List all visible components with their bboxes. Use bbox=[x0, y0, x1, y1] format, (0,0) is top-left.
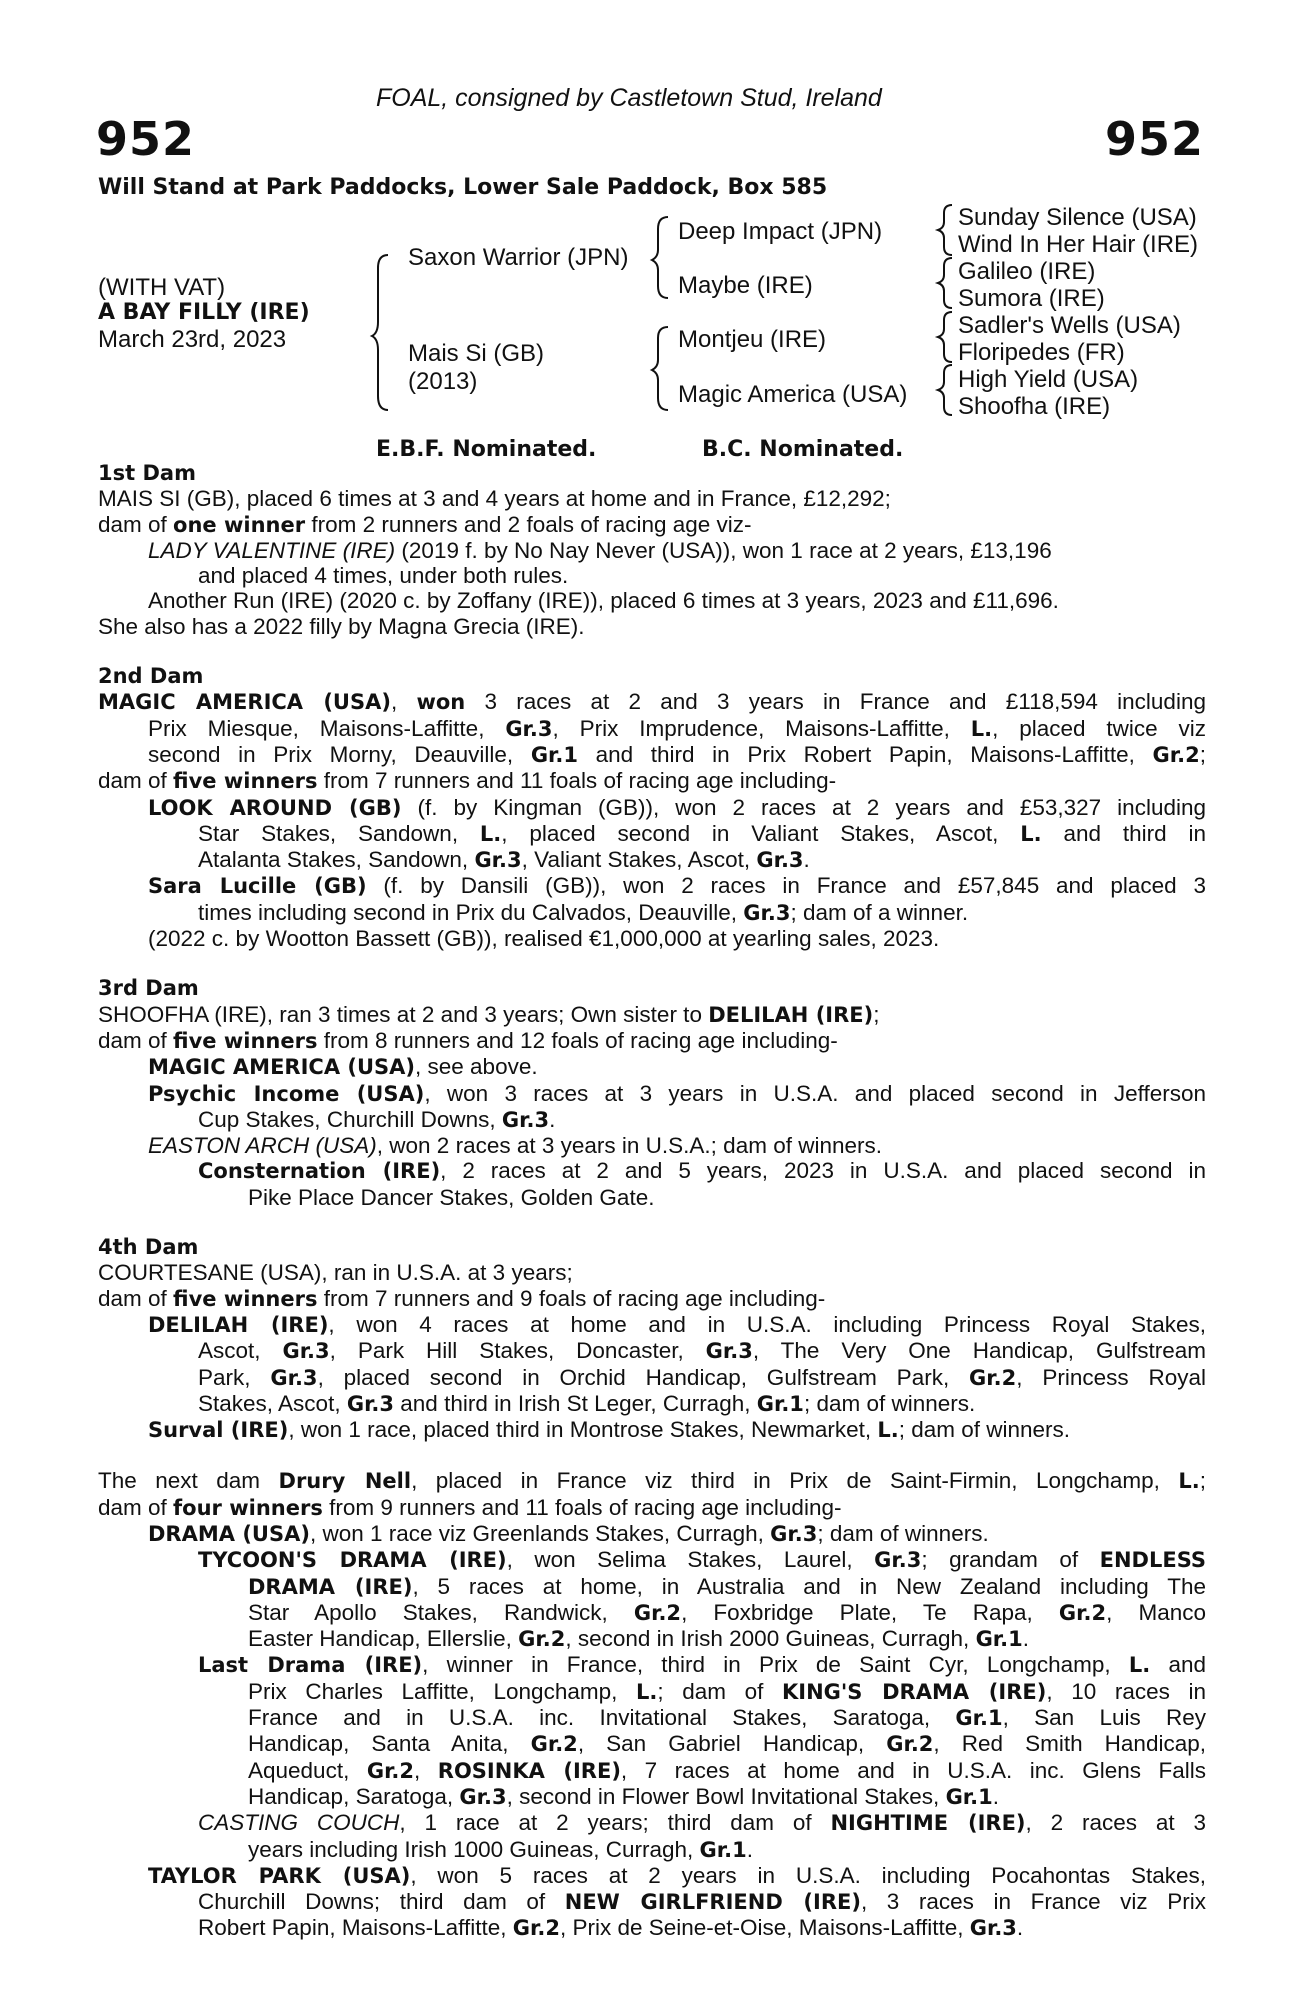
produce-entry-cont: Handicap, Saratoga, Gr.3, second in Flower Bowl Invitational Stakes, Gr.1. bbox=[248, 1783, 1000, 1809]
produce-entry: LOOK AROUND (GB) (f. by Kingman (GB)), won 2 races at 2 years and £53,327 including bbox=[148, 794, 1206, 820]
produce-entry-cont: Prix Charles Laffitte, Longchamp, L.; dam of KING'S DRAMA (IRE), 10 races in bbox=[248, 1678, 1206, 1704]
produce-entry-cont: Easter Handicap, Ellerslie, Gr.2, second in Irish 2000 Guineas, Curragh, Gr.1. bbox=[248, 1626, 1030, 1652]
first-dam-heading: 1st Dam bbox=[98, 461, 196, 485]
catalogue-body bbox=[98, 461, 1206, 1942]
foaling-date: March 23rd, 2023 bbox=[98, 326, 287, 353]
produce-entry-cont: years including Irish 1000 Guineas, Curragh, Gr.1. bbox=[248, 1836, 753, 1862]
first-dam-produce-summary: dam of one winner from 2 runners and 2 foals of racing age viz- bbox=[98, 511, 752, 537]
stand-location: Will Stand at Park Paddocks, Lower Sale Paddock, Box 585 bbox=[98, 175, 828, 200]
produce-entry: TAYLOR PARK (USA), won 5 races at 2 years in U.S.A. including Pocahontas Stakes, bbox=[148, 1862, 1206, 1888]
produce-entry: MAGIC AMERICA (USA), see above. bbox=[148, 1054, 538, 1080]
next-dam-produce-summary: dam of four winners from 9 runners and 11 foals of racing age including- bbox=[98, 1494, 842, 1520]
fourth-dam-line: COURTESANE (USA), ran in U.S.A. at 3 years; bbox=[98, 1260, 573, 1286]
pedigree-dss: Sadler's Wells (USA) bbox=[958, 312, 1181, 339]
produce-entry-cont: and placed 4 times, under both rules. bbox=[198, 563, 569, 589]
produce-entry: LADY VALENTINE (IRE) (2019 f. by No Nay Never (USA)), won 1 race at 2 years, £13,196 bbox=[148, 537, 1052, 563]
produce-entry-cont: Aqueduct, Gr.2, ROSINKA (IRE), 7 races at home and in U.S.A. inc. Glens Falls bbox=[248, 1757, 1206, 1783]
produce-entry: Last Drama (IRE), winner in France, third in Prix de Saint Cyr, Longchamp, L. and bbox=[198, 1652, 1206, 1678]
pedigree-sire-dam: Maybe (IRE) bbox=[678, 272, 813, 299]
vat-note: (WITH VAT) bbox=[98, 274, 226, 301]
lot-number-right: 952 bbox=[1104, 112, 1204, 166]
produce-entry: Sara Lucille (GB) (f. by Dansili (GB)), won 2 races in France and £57,845 and placed 3 bbox=[148, 873, 1206, 899]
produce-entry: EASTON ARCH (USA), won 2 races at 3 years in U.S.A.; dam of winners. bbox=[148, 1133, 882, 1159]
third-dam-heading: 3rd Dam bbox=[98, 976, 199, 1001]
second-dam-produce-summary: dam of five winners from 7 runners and 11 foals of racing age including- bbox=[98, 768, 837, 794]
bc-nomination: B.C. Nominated. bbox=[702, 437, 904, 462]
pedigree-sdd: Sumora (IRE) bbox=[958, 285, 1105, 312]
pedigree-sss: Sunday Silence (USA) bbox=[958, 204, 1197, 231]
produce-entry-cont: Star Apollo Stakes, Randwick, Gr.2, Foxbridge Plate, Te Rapa, Gr.2, Manco bbox=[248, 1599, 1206, 1625]
fourth-dam-heading: 4th Dam bbox=[98, 1235, 199, 1260]
pedigree-dsd: Floripedes (FR) bbox=[958, 339, 1125, 366]
produce-entry-cont: Atalanta Stakes, Sandown, Gr.3, Valiant Stakes, Ascot, Gr.3. bbox=[198, 847, 810, 873]
produce-entry: Psychic Income (USA), won 3 races at 3 years in U.S.A. and placed second in Jefferson bbox=[148, 1080, 1206, 1106]
second-dam-line: MAGIC AMERICA (USA), won 3 races at 2 and 3 years in France and £118,594 including bbox=[98, 689, 1206, 715]
produce-entry-cont: Handicap, Santa Anita, Gr.2, San Gabriel Handicap, Gr.2, Red Smith Handicap, bbox=[248, 1731, 1206, 1757]
produce-entry-cont: Star Stakes, Sandown, L., placed second in Valiant Stakes, Ascot, L. and third in bbox=[198, 820, 1207, 846]
pedigree-dds: High Yield (USA) bbox=[958, 366, 1139, 393]
produce-entry: DRAMA (USA), won 1 race viz Greenlands Stakes, Curragh, Gr.3; dam of winners. bbox=[148, 1520, 989, 1546]
pedigree-dam-sire: Montjeu (IRE) bbox=[678, 326, 827, 353]
second-dam-line-cont: second in Prix Morny, Deauville, Gr.1 and third in Prix Robert Papin, Maisons-Laffitte, Gr.2; bbox=[148, 741, 1207, 767]
next-dam-line: The next dam Drury Nell, placed in France viz third in Prix de Saint-Firmin, Longchamp, L.; bbox=[98, 1468, 1206, 1494]
produce-entry-cont: times including second in Prix du Calvados, Deauville, Gr.3; dam of a winner. bbox=[198, 899, 969, 925]
produce-entry: Surval (IRE), won 1 race, placed third in Montrose Stakes, Newmarket, L.; dam of winners. bbox=[148, 1417, 1071, 1443]
produce-entry: Another Run (IRE) (2020 c. by Zoffany (IRE)), placed 6 times at 3 years, 2023 and £11,696. bbox=[148, 588, 1059, 614]
third-dam-produce-summary: dam of five winners from 8 runners and 12 foals of racing age including- bbox=[98, 1027, 838, 1053]
third-dam-line: SHOOFHA (IRE), ran 3 times at 2 and 3 years; Own sister to DELILAH (IRE); bbox=[98, 1001, 880, 1027]
second-dam-line-cont: Prix Miesque, Maisons-Laffitte, Gr.3, Prix Imprudence, Maisons-Laffitte, L., placed twice viz bbox=[148, 715, 1206, 741]
produce-entry-cont: DRAMA (IRE), 5 races at home, in Australia and in New Zealand including The bbox=[248, 1573, 1206, 1599]
first-dam-line: MAIS SI (GB), placed 6 times at 3 and 4 years at home and in France, £12,292; bbox=[98, 486, 891, 512]
pedigree-sire-sire: Deep Impact (JPN) bbox=[678, 218, 883, 245]
produce-entry: TYCOON'S DRAMA (IRE), won Selima Stakes, Laurel, Gr.3; grandam of ENDLESS bbox=[198, 1547, 1206, 1573]
produce-entry-cont: Churchill Downs; third dam of NEW GIRLFRIEND (IRE), 3 races in France viz Prix bbox=[198, 1889, 1207, 1915]
produce-entry: DELILAH (IRE), won 4 races at home and in U.S.A. including Princess Royal Stakes, bbox=[148, 1311, 1206, 1337]
fourth-dam-produce-summary: dam of five winners from 7 runners and 9 foals of racing age including- bbox=[98, 1285, 826, 1311]
pedigree-ssd: Wind In Her Hair (IRE) bbox=[958, 231, 1199, 258]
consignor-line: FOAL, consigned by Castletown Stud, Ireland bbox=[376, 84, 882, 112]
pedigree-sire: Saxon Warrior (JPN) bbox=[408, 244, 629, 271]
produce-entry-cont: Robert Papin, Maisons-Laffitte, Gr.2, Prix de Seine-et-Oise, Maisons-Laffitte, Gr.3. bbox=[198, 1915, 1024, 1941]
second-dam-heading: 2nd Dam bbox=[98, 664, 204, 689]
produce-note: She also has a 2022 filly by Magna Grecia (IRE). bbox=[98, 613, 585, 639]
produce-entry-cont: France and in U.S.A. inc. Invitational Stakes, Saratoga, Gr.1, San Luis Rey bbox=[248, 1705, 1206, 1731]
produce-entry-cont: Pike Place Dancer Stakes, Golden Gate. bbox=[248, 1184, 655, 1210]
pedigree-dam: Mais Si (GB) bbox=[408, 340, 545, 367]
pedigree-dam-dam: Magic America (USA) bbox=[678, 381, 908, 408]
produce-entry-cont: Ascot, Gr.3, Park Hill Stakes, Doncaster, Gr.3, The Very One Handicap, Gulfstream bbox=[198, 1338, 1207, 1364]
produce-entry: (2022 c. by Wootton Bassett (GB)), realised €1,000,000 at yearling sales, 2023. bbox=[148, 926, 940, 952]
ebf-nomination: E.B.F. Nominated. bbox=[376, 437, 597, 462]
pedigree-sds: Galileo (IRE) bbox=[958, 258, 1096, 285]
pedigree-ddd: Shoofha (IRE) bbox=[958, 393, 1111, 420]
produce-entry-cont: Stakes, Ascot, Gr.3 and third in Irish St Leger, Curragh, Gr.1; dam of winners. bbox=[198, 1390, 976, 1416]
horse-name: A BAY FILLY (IRE) bbox=[98, 300, 310, 325]
produce-entry: CASTING COUCH, 1 race at 2 years; third dam of NIGHTIME (IRE), 2 races at 3 bbox=[198, 1810, 1207, 1836]
produce-entry-cont: Cup Stakes, Churchill Downs, Gr.3. bbox=[198, 1106, 556, 1132]
produce-entry: Consternation (IRE), 2 races at 2 and 5 years, 2023 in U.S.A. and placed second in bbox=[198, 1158, 1206, 1184]
lot-number-left: 952 bbox=[96, 112, 196, 166]
produce-entry-cont: Park, Gr.3, placed second in Orchid Handicap, Gulfstream Park, Gr.2, Princess Royal bbox=[198, 1364, 1206, 1390]
pedigree-dam-year: (2013) bbox=[408, 368, 478, 395]
